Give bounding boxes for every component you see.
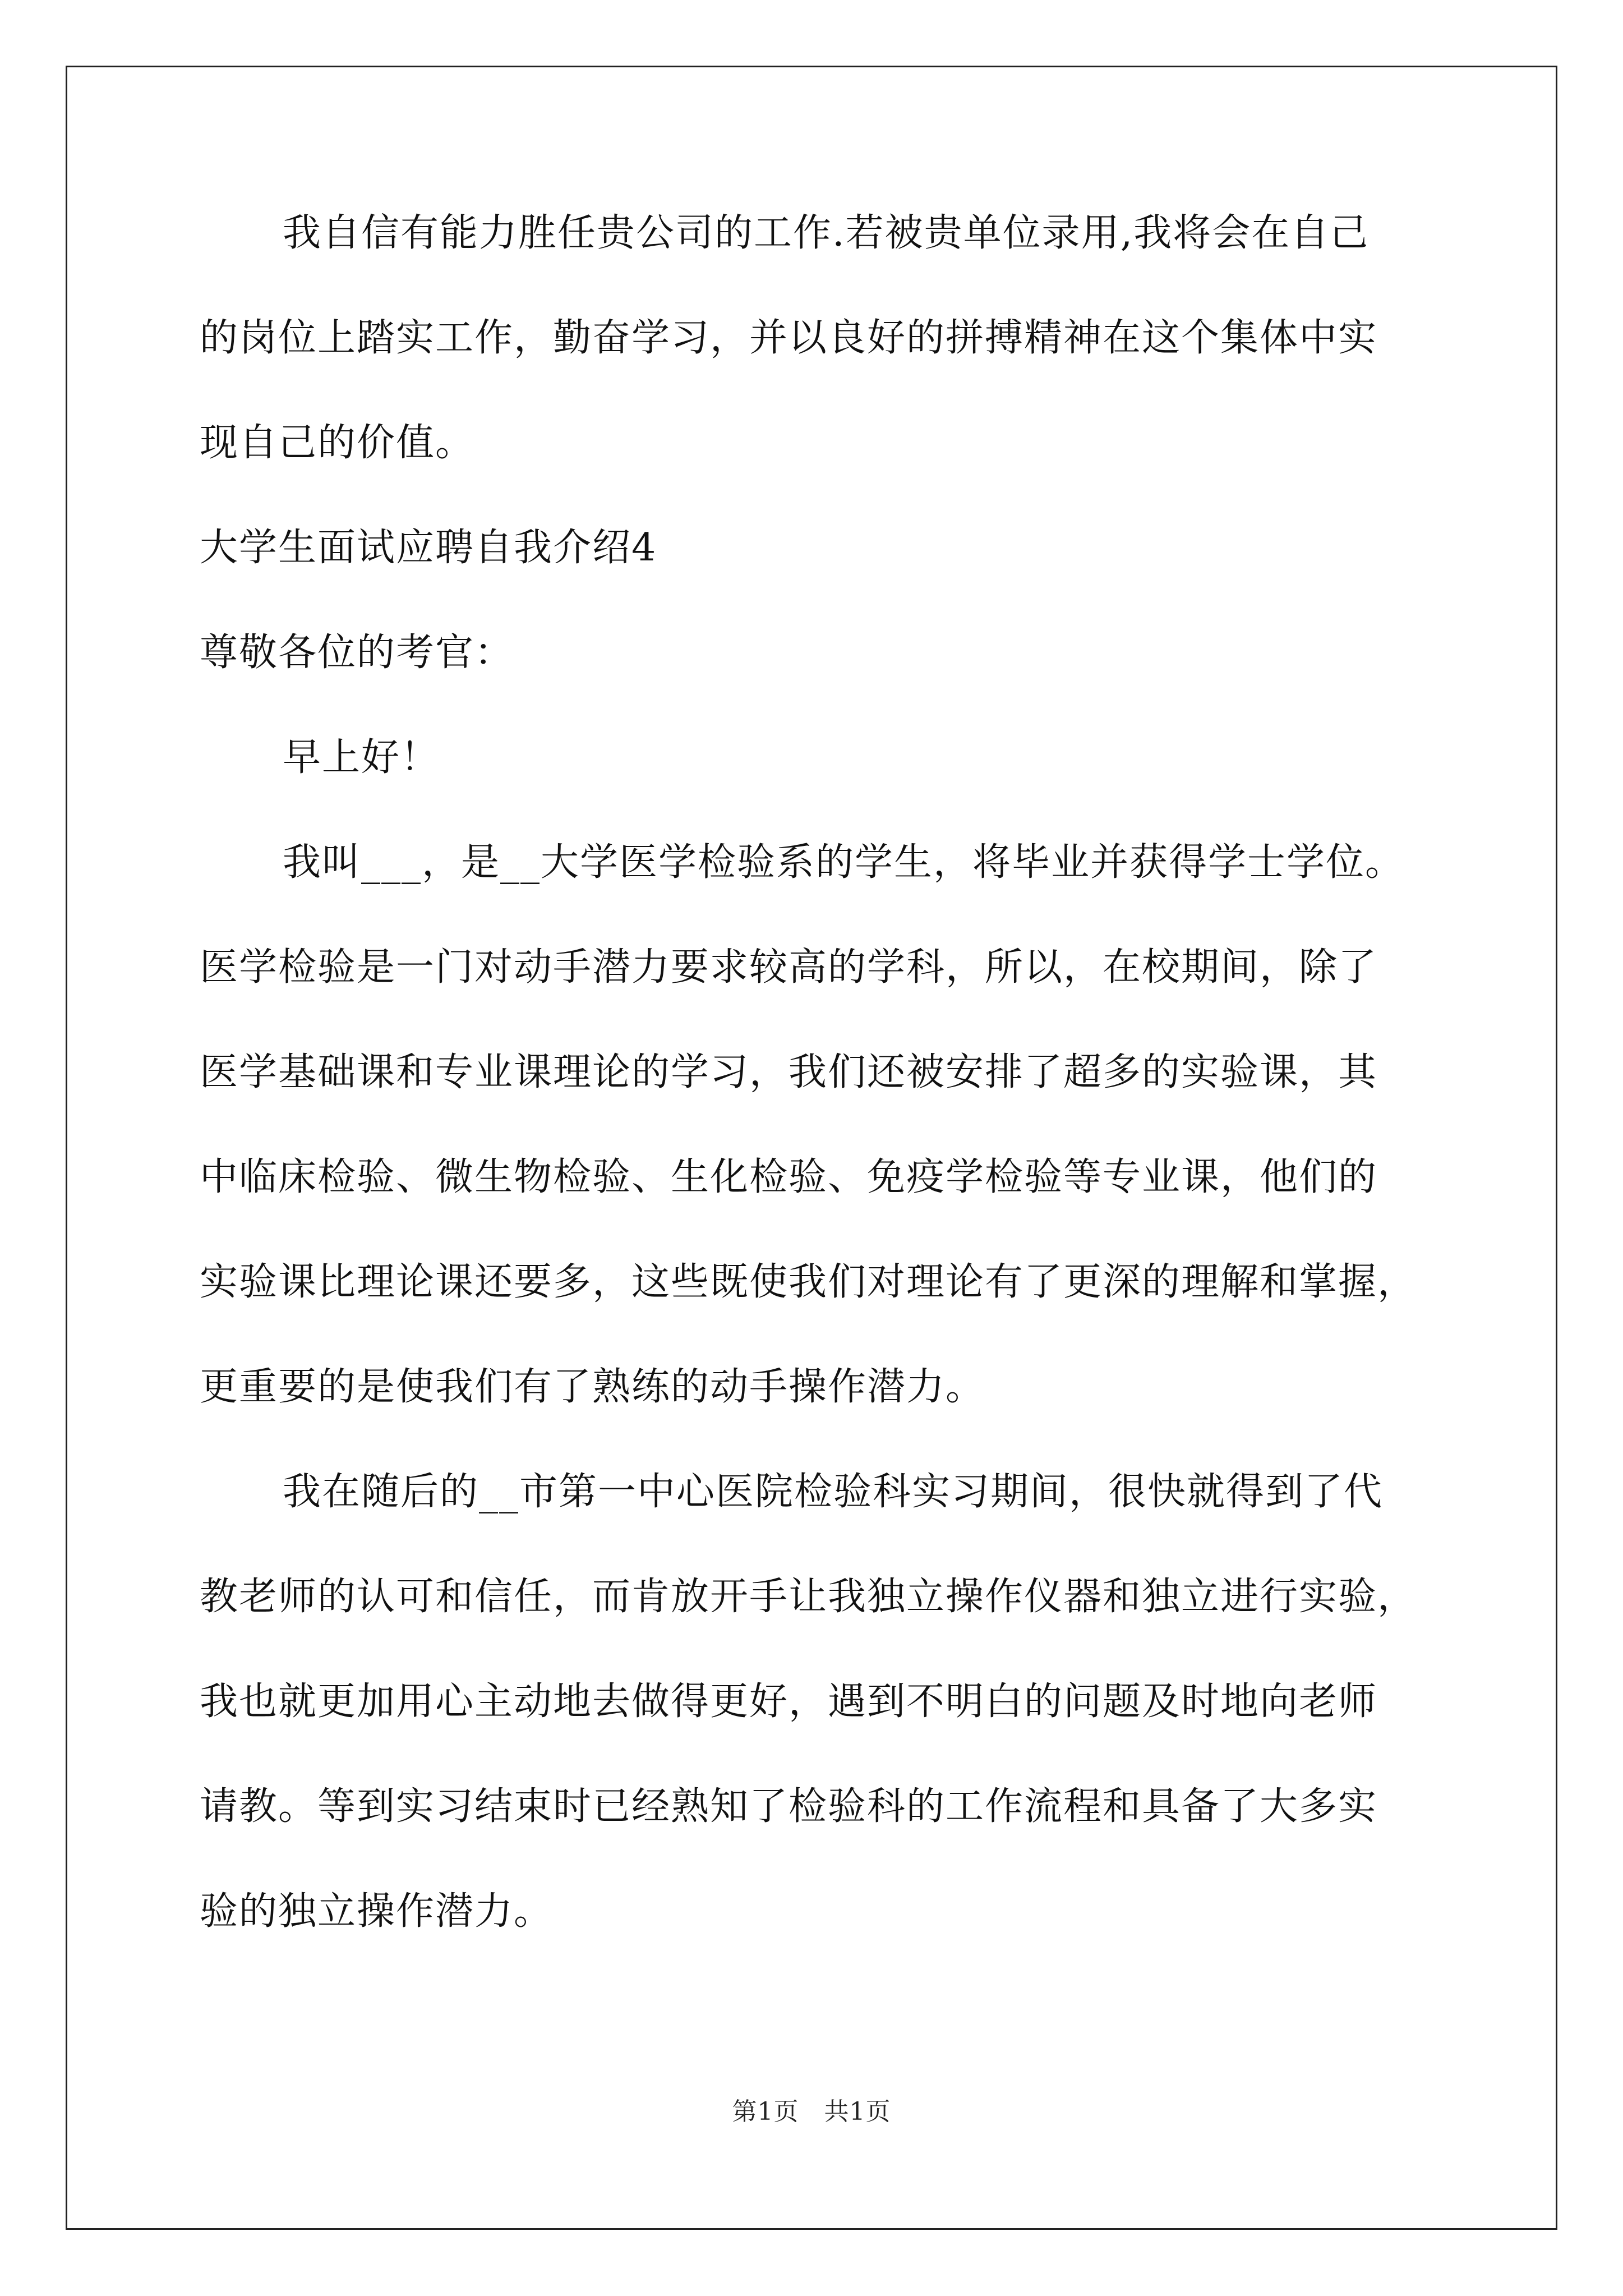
- paragraph-line: 我自信有能力胜任贵公司的工作.若被贵单位录用,我将会在自己: [283, 211, 1370, 255]
- paragraph-line: 我叫___，是__大学医学检验系的学生，将毕业并获得学士学位。: [283, 840, 1405, 885]
- paragraph-line: 的岗位上踏实工作，勤奋学习，并以良好的拼搏精神在这个集体中实: [200, 316, 1378, 360]
- paragraph-line: 我也就更加用心主动地去做得更好，遇到不明白的问题及时地向老师: [200, 1680, 1378, 1724]
- paragraph-line: 验的独立操作潜力。: [200, 1889, 554, 1934]
- paragraph-line: 实验课比理论课还要多，这些既使我们对理论有了更深的理解和掌握，: [200, 1260, 1417, 1304]
- section-heading: 大学生面试应聘自我介绍4: [200, 526, 657, 570]
- page-number-footer: 第1页 共1页: [732, 2097, 891, 2126]
- paragraph-line: 医学检验是一门对动手潜力要求较高的学科，所以，在校期间，除了: [200, 945, 1378, 990]
- paragraph-line: 现自己的价值。: [200, 421, 475, 465]
- greeting: 早上好！: [283, 735, 440, 780]
- paragraph-line: 医学基础课和专业课理论的学习，我们还被安排了超多的实验课，其: [200, 1050, 1378, 1094]
- paragraph-line: 中临床检验、微生物检验、生化检验、免疫学检验等专业课，他们的: [200, 1155, 1378, 1199]
- paragraph-line: 教老师的认可和信任，而肯放开手让我独立操作仪器和独立进行实验，: [200, 1575, 1417, 1619]
- paragraph-line: 我在随后的__市第一中心医院检验科实习期间，很快就得到了代: [283, 1470, 1384, 1514]
- document-body: [200, 213, 1428, 1996]
- salutation: 尊敬各位的考官：: [200, 631, 514, 675]
- paragraph-line: 请教。等到实习结束时已经熟知了检验科的工作流程和具备了大多实: [200, 1784, 1378, 1829]
- paragraph-line: 更重要的是使我们有了熟练的动手操作潜力。: [200, 1365, 985, 1409]
